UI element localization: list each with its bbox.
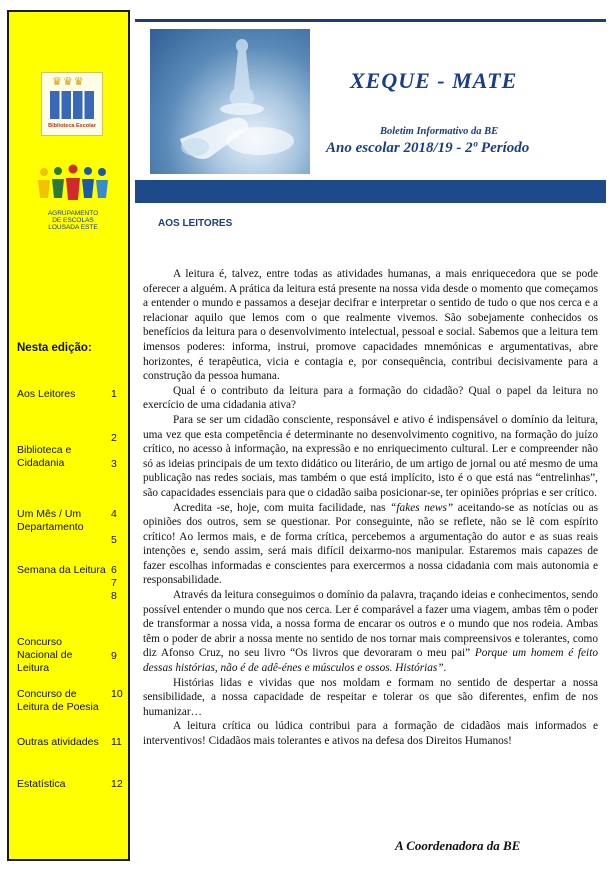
text-run-italic: “fakes news” [390,501,454,514]
toc-page: 12 [111,778,123,790]
school-year: Ano escolar 2018/19 - 2º Período [326,140,530,156]
toc-page: 10 [111,688,123,700]
toc-page: 6 [111,564,117,576]
logo-ag-caption-line: AGRUPAMENTO [47,210,99,217]
toc-page: 2 [111,432,117,444]
toc-page: 8 [111,590,117,602]
toc-page: 11 [111,736,122,748]
paragraph: Para se ser um cidadão consciente, responsável e ativo é indispensável o domínio da leitura, uma vez que esta competência é determinante no desenvolvimento cognitivo, na formação do juízo crítico, no acesso à informação, na expressão e no enriquecimento cultural. Ler e compreender não só as ideias principais de um texto didático ou literário, de um artigo de jornal ou até mesmo de uma publicação nas redes sociais, mas também o que está implícito, isto é o que está nas “entrelinhas”, são capacidades essenciais para que o cidadão saiba posicionar-se, ter opiniões próprias e ser crítico. [143,413,598,499]
paragraph [143,588,598,676]
newsletter-subtitle: Boletim Informativo da BE [380,126,499,137]
toc-heading: Nesta edição: [17,342,92,354]
header-rule [135,19,606,22]
toc-item-um-mes-departamento[interactable]: Um Mês / Um Departamento [17,508,84,533]
books-icon [50,91,94,119]
text-run: Acredita -se, hoje, com muita facilidade, nas [173,501,391,514]
toc-page: 9 [111,650,117,662]
toc-page: 4 [111,508,117,520]
paragraph: Qual é o contributo da leitura para a formação do cidadão? Qual o papel da leitura no exercício de uma cidadania ativa? [143,384,598,412]
toc-item-concurso-poesia[interactable]: Concurso de Leitura de Poesia [17,688,99,713]
article-body [143,267,598,749]
toc-item-concurso-nacional[interactable]: Concurso Nacional de Leitura [17,636,73,674]
text-run: aceitando-se as notícias ou as opiniões dos outros, sem se questionar. Por conseguinte, não se reflete, não se lê com espírito crítico! Ao lermos mais, e de forma crítica, percebemos a argumentação do autor e as suas reais intenções e, sendo assim, será mais difícil deixarmo-nos manipular. Estaremos mais capazes de fazer escolhas informadas e conscientes para exercermos a nossa cidadania com mais autonomia e responsabilidade. [143,501,598,587]
paragraph: A leitura é, talvez, entre todas as atividades humanas, a mais enriquecedora que se pode oferecer a alguém. A prática da leitura está presente na nossa vida desde o momento que começamos a entender o mundo e passamos a desejar decifrar e interpretar o sentido de tudo o que nos cerca e a relacionar aquilo que lemos com o que realmente vivemos. São sobejamente conhecidos os benefícios da leitura para o desenvolvimento intelectual, pessoal e social. Sabemos que a leitura tem imensos poderes: informa, instrui, promove capacidades mnemónicas e argumentativas, abre horizontes, é terapêutica, vicia e contagia e, por consequência, contribui decisivamente para a construção da pessoa humana. [143,268,598,383]
signature: A Coordenadora da BE [395,838,521,853]
newsletter-title: XEQUE - MATE [350,68,518,93]
header-banner [135,180,606,203]
sidebar [7,10,130,861]
paragraph: Histórias lidas e vividas que nos moldam e formam no sentido de despertar a nossa sensibilidade, a nossa capacidade de respeitar e tolerar os que são diferentes, enfim de nos humanizar… [143,676,598,718]
crown-icon: ♛♛♛ [52,76,85,88]
toc-item-semana-leitura[interactable]: Semana da Leitura [17,564,106,576]
logo-ag-caption-line: LOUSADA ESTE [48,224,98,231]
logo-ag-caption-line: DE ESCOLAS [52,217,94,224]
toc-page: 5 [111,534,117,546]
chess-pieces-photo [150,29,310,174]
toc-item-biblioteca-cidadania[interactable]: Biblioteca e Cidadania [17,444,72,469]
people-icon [34,162,112,208]
toc-page: 1 [111,388,117,400]
paragraph: A leitura crítica ou lúdica contribui para a formação de cidadãos mais informados e interventivos! Cidadãos mais tolerantes e ativos na defesa dos Direitos Humanos! [143,720,598,747]
biblioteca-escolar-logo [41,72,103,136]
toc-item-outras-atividades[interactable]: Outras atividades [17,736,99,748]
toc-item-estatistica[interactable]: Estatística [17,778,66,790]
chess-piece-icon [150,29,310,174]
section-title: AOS LEITORES [158,218,233,229]
agrupamento-logo [34,162,112,230]
text-run: Através da leitura conseguimos o domínio da palavra, traçando ideias e conhecimentos, sendo possível entender o mundo que nos cerca. Ler é comparável a fazer uma viagem, ambas têm o poder de transformar a nossa vida, a nossa forma de encarar os outros e o mundo que nos rodeia. Ambas têm o poder de abrir a nossa mente no sentido de nos tornar mais compreensivos e tolerantes, como diz Afonso Cruz, no seu livro “Os livros que devoraram o meu pai” [143,589,598,660]
toc-item-aos-leitores[interactable]: Aos Leitores [17,388,76,400]
toc-page: 3 [111,458,117,470]
text-run-italic: Porque um homem é feito dessas histórias, não é de adê-énes e músculos e ossos. Histórias”. [143,647,598,675]
logo-be-caption: Biblioteca Escolar [48,123,96,129]
logo-ag-caption [34,210,112,231]
toc-page: 7 [111,577,117,589]
paragraph [143,501,598,589]
